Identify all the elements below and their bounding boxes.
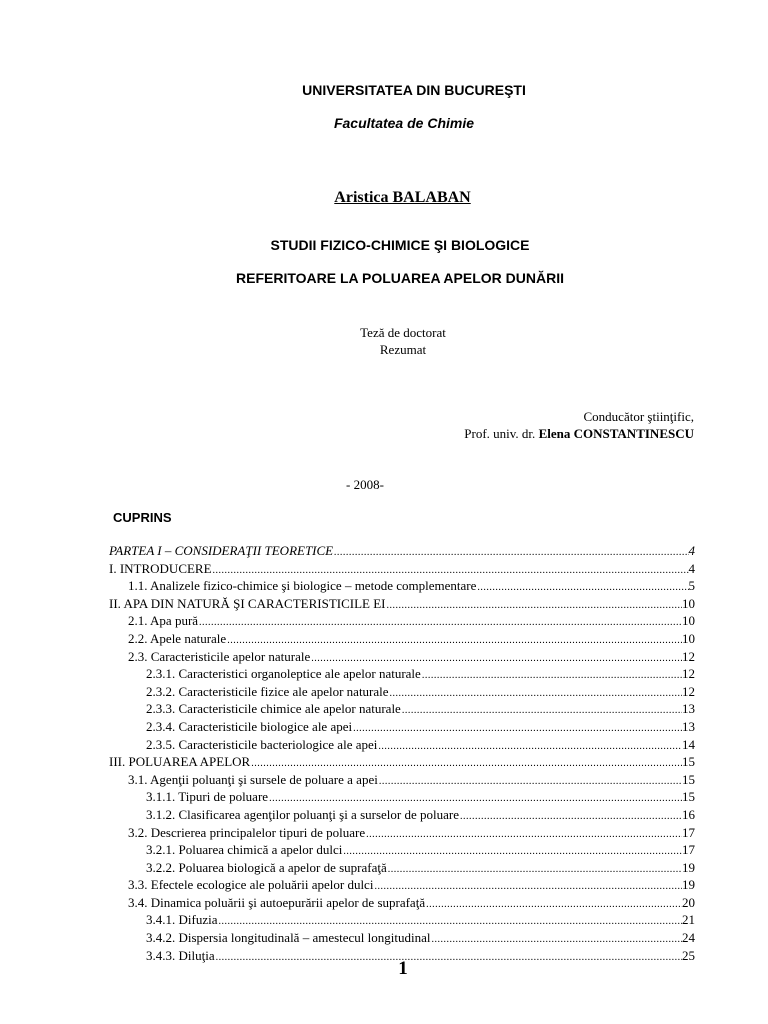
toc-entry-label: 3.2.2. Poluarea biologică a apelor de suprafaţă	[146, 859, 387, 875]
toc-entry-label: 3.4.1. Difuzia	[146, 912, 218, 928]
toc-entry	[109, 577, 695, 595]
toc-entry-label: 2.1. Apa pură	[128, 613, 199, 629]
author-name: Aristica BALABAN	[334, 189, 471, 206]
toc-entry-page: 19	[682, 877, 695, 893]
toc-entry	[109, 753, 695, 771]
toc-entry	[109, 700, 695, 718]
toc-entry-page: 21	[682, 912, 695, 928]
toc-entry	[109, 718, 695, 736]
faculty-name: Facultatea de Chimie	[333, 115, 475, 131]
toc-leader-dots	[365, 826, 682, 844]
toc-entry-page: 24	[682, 930, 695, 946]
toc-entry	[109, 929, 695, 947]
toc-leader-dots	[387, 861, 682, 879]
toc-entry	[109, 788, 695, 806]
toc-entry	[109, 824, 695, 842]
toc-entry-page: 17	[682, 842, 695, 858]
toc-entry-label: 2.3. Caracteristicile apelor naturale	[128, 648, 311, 664]
toc-entry-label: 3.4.3. Diluţia	[146, 947, 215, 963]
toc-entry-label: 2.3.5. Caracteristicile bacteriologice ale apei	[146, 736, 378, 752]
toc-entry-label: 3.4.2. Dispersia longitudinală – amestecul longitudinal	[146, 930, 431, 946]
toc-entry-page: 10	[682, 613, 695, 629]
toc-entry-page: 25	[682, 947, 695, 963]
toc-leader-dots	[378, 773, 682, 791]
toc-entry	[109, 771, 695, 789]
toc-entry-page: 13	[682, 701, 695, 717]
toc-entry-page: 16	[682, 806, 695, 822]
toc-leader-dots	[431, 931, 682, 949]
toc-entry-page: 4	[688, 543, 695, 558]
toc-entry-page: 4	[688, 560, 695, 576]
toc-entry-label: 3.2. Descrierea principalelor tipuri de poluare	[128, 824, 366, 840]
toc-leader-dots	[198, 614, 682, 632]
thesis-title-line-1: STUDII FIZICO-CHIMICE ŞI BIOLOGICE	[270, 237, 530, 253]
toc-entry	[109, 595, 695, 613]
toc-entry-page: 13	[682, 718, 695, 734]
toc-leader-dots	[377, 738, 682, 756]
toc-entry-page: 17	[682, 824, 695, 840]
toc-entry	[109, 841, 695, 859]
toc-entry	[109, 560, 695, 578]
toc-entry-label: PARTEA I – CONSIDERAŢII TEORETICE	[109, 543, 334, 558]
toc-entry	[109, 806, 695, 824]
toc-entry	[109, 542, 695, 560]
toc-entry-page: 12	[682, 666, 695, 682]
toc-leader-dots	[421, 667, 682, 685]
toc-entry-label: I. INTRODUCERE	[109, 560, 212, 576]
toc-leader-dots	[333, 544, 688, 562]
toc-entry-page: 10	[682, 595, 695, 611]
contents-title: CUPRINS	[113, 510, 172, 525]
toc-leader-dots	[389, 685, 682, 703]
toc-entry	[109, 665, 695, 683]
toc-entry-page: 20	[682, 894, 695, 910]
thesis-type: Teză de doctorat	[360, 325, 446, 340]
toc-leader-dots	[425, 896, 682, 914]
toc-entry-page: 5	[688, 578, 695, 594]
supervisor-label: Conducător ştiinţific,	[583, 409, 694, 424]
toc-entry-label: 1.1. Analizele fizico-chimice şi biologice – metode complementare	[128, 578, 477, 594]
toc-entry	[109, 911, 695, 929]
toc-entry-page: 12	[682, 648, 695, 664]
toc-entry-label: 3.4. Dinamica poluării şi autoepurării apelor de suprafaţă	[128, 894, 426, 910]
toc-leader-dots	[459, 808, 682, 826]
table-of-contents	[109, 542, 695, 964]
toc-entry	[109, 876, 695, 894]
toc-leader-dots	[476, 579, 688, 597]
toc-entry-label: II. APA DIN NATURĂ ŞI CARACTERISTICILE EI	[109, 595, 386, 611]
toc-entry-page: 19	[682, 859, 695, 875]
summary-label: Rezumat	[379, 342, 427, 357]
page-number: 1	[398, 958, 408, 979]
toc-entry	[109, 648, 695, 666]
toc-entry-label: 2.3.1. Caracteristici organoleptice ale apelor naturale	[146, 666, 421, 682]
toc-leader-dots	[401, 702, 682, 720]
toc-entry	[109, 683, 695, 701]
toc-entry-page: 10	[682, 630, 695, 646]
toc-entry-label: 3.2.1. Poluarea chimică a apelor dulci	[146, 842, 343, 858]
toc-entry-label: 3.1.1. Tipuri de poluare	[146, 789, 269, 805]
toc-entry	[109, 612, 695, 630]
supervisor-name-line	[464, 426, 694, 442]
toc-leader-dots	[342, 843, 682, 861]
toc-entry	[109, 736, 695, 754]
university-name: UNIVERSITATEA DIN BUCUREŞTI	[302, 82, 526, 98]
toc-entry-label: 2.3.4. Caracteristicile biologice ale apei	[146, 718, 353, 734]
supervisor-prefix: Prof. univ. dr.	[464, 426, 536, 441]
toc-entry-label: 3.1.2. Clasificarea agenţilor poluanţi şi a surselor de poluare	[146, 806, 459, 822]
supervisor-name: Elena CONSTANTINESCU	[538, 426, 694, 441]
toc-entry	[109, 630, 695, 648]
toc-leader-dots	[386, 597, 683, 615]
toc-entry	[109, 894, 695, 912]
year: - 2008-	[346, 477, 384, 492]
toc-entry-page: 14	[682, 736, 695, 752]
toc-entry	[109, 859, 695, 877]
toc-entry-page: 15	[682, 771, 695, 787]
toc-entry-label: 3.3. Efectele ecologice ale poluării apelor dulci	[128, 877, 374, 893]
toc-entry-label: 2.3.3. Caracteristicile chimice ale apelor naturale	[146, 701, 401, 717]
toc-entry-page: 15	[682, 789, 695, 805]
toc-leader-dots	[352, 720, 682, 738]
toc-entry-label: 2.2. Apele naturale	[128, 630, 227, 646]
toc-entry-label: III. POLUAREA APELOR	[109, 754, 251, 770]
toc-entry-page: 12	[682, 683, 695, 699]
toc-entry-label: 2.3.2. Caracteristicile fizice ale apelor naturale	[146, 683, 389, 699]
toc-entry-label: 3.1. Agenţii poluanţi şi sursele de poluare a apei	[128, 771, 378, 787]
toc-entry-page: 15	[682, 754, 695, 770]
thesis-title-line-2: REFERITOARE LA POLUAREA APELOR DUNĂRII	[236, 270, 564, 286]
